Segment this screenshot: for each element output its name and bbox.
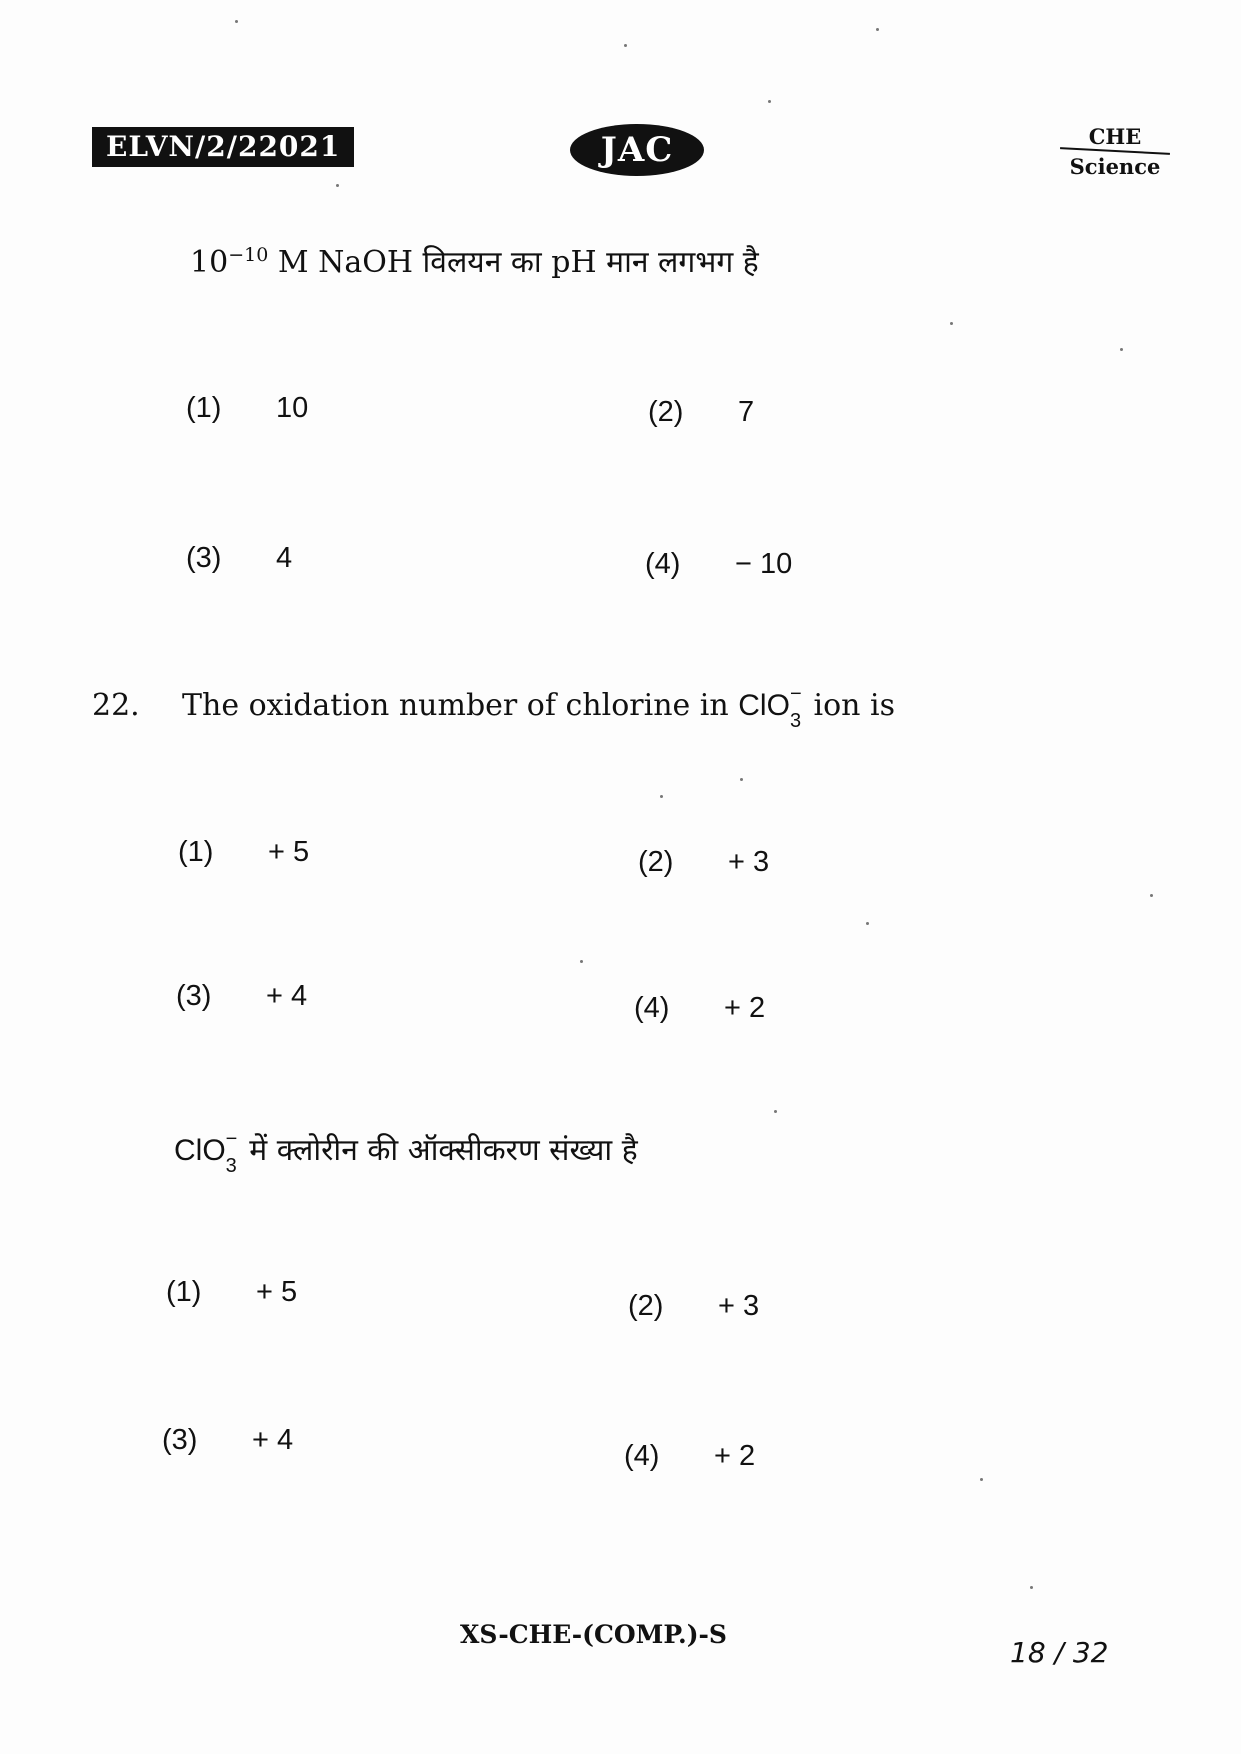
- option-q22h-1: [166, 1276, 297, 1309]
- scan-speck: [1150, 894, 1153, 897]
- option-value: 4: [276, 542, 293, 574]
- scan-speck: [624, 44, 627, 47]
- board-logo: JAC: [570, 124, 704, 176]
- option-q22-2: [638, 846, 769, 879]
- scan-speck: [866, 922, 869, 925]
- option-number: (2): [628, 1290, 664, 1322]
- option-number: (4): [624, 1440, 660, 1472]
- scan-speck: [980, 1478, 983, 1481]
- option-number: (2): [638, 846, 674, 878]
- option-value: + 5: [268, 836, 310, 868]
- question-22-hindi-text: [174, 1128, 638, 1177]
- option-value: + 3: [728, 846, 770, 878]
- option-q21-3: [186, 542, 292, 575]
- scan-speck: [1030, 1586, 1033, 1589]
- paper-code-label: ELVN/2/22021: [92, 127, 354, 167]
- option-value: + 2: [724, 992, 766, 1024]
- chlorate-ion: ClO − 3: [738, 683, 802, 732]
- option-value: 10: [276, 392, 309, 424]
- scan-speck: [336, 184, 339, 187]
- scan-speck: [950, 322, 953, 325]
- scan-speck: [235, 20, 238, 23]
- option-value: + 2: [714, 1440, 756, 1472]
- question-21-exponent: −10: [228, 244, 269, 266]
- option-value: + 5: [256, 1276, 298, 1308]
- option-number: (4): [645, 548, 681, 580]
- subject-name: Science: [1069, 154, 1161, 179]
- option-q22-4: [634, 992, 765, 1025]
- option-number: (3): [162, 1424, 198, 1456]
- option-q21-4: [645, 548, 792, 581]
- option-number: (1): [178, 836, 214, 868]
- option-q21-1: [186, 392, 308, 425]
- question-21-hindi-text: [190, 240, 759, 281]
- question-22-hindi-after: में क्लोरीन की ऑक्सीकरण संख्या है: [249, 1133, 638, 1168]
- scan-speck: [580, 960, 583, 963]
- option-number: (1): [166, 1276, 202, 1308]
- option-q21-2: [648, 396, 754, 429]
- option-value: 7: [738, 396, 755, 428]
- question-21-base: 10: [190, 245, 229, 280]
- question-22-text: [182, 683, 895, 732]
- option-q22h-3: [162, 1424, 293, 1457]
- question-22-number: 22.: [92, 688, 140, 723]
- option-value: + 4: [252, 1424, 294, 1456]
- option-value: + 4: [266, 980, 308, 1012]
- chlorate-ion: ClO − 3: [174, 1128, 238, 1177]
- option-value: − 10: [735, 548, 793, 580]
- question-21-rest: M NaOH विलयन का pH मान लगभग है: [268, 245, 759, 280]
- question-22-after: ion is: [813, 688, 895, 723]
- option-number: (1): [186, 392, 222, 424]
- option-q22h-2: [628, 1290, 759, 1323]
- option-q22-3: [176, 980, 307, 1013]
- scan-speck: [1120, 348, 1123, 351]
- option-q22h-4: [624, 1440, 755, 1473]
- option-value: + 3: [718, 1290, 760, 1322]
- page-number: 18 / 32: [1010, 1636, 1109, 1669]
- option-q22-1: [178, 836, 309, 869]
- scan-speck: [740, 778, 743, 781]
- subject-code: CHE: [1088, 124, 1142, 149]
- option-number: (4): [634, 992, 670, 1024]
- scan-speck: [768, 100, 771, 103]
- option-number: (3): [176, 980, 212, 1012]
- option-number: (2): [648, 396, 684, 428]
- option-number: (3): [186, 542, 222, 574]
- footer-code: XS-CHE-(COMP.)-S: [460, 1620, 727, 1649]
- scan-speck: [660, 795, 663, 798]
- scan-speck: [774, 1110, 777, 1113]
- subject-label: [1060, 124, 1170, 179]
- scan-speck: [876, 28, 879, 31]
- question-22-before: The oxidation number of chlorine in: [182, 688, 739, 723]
